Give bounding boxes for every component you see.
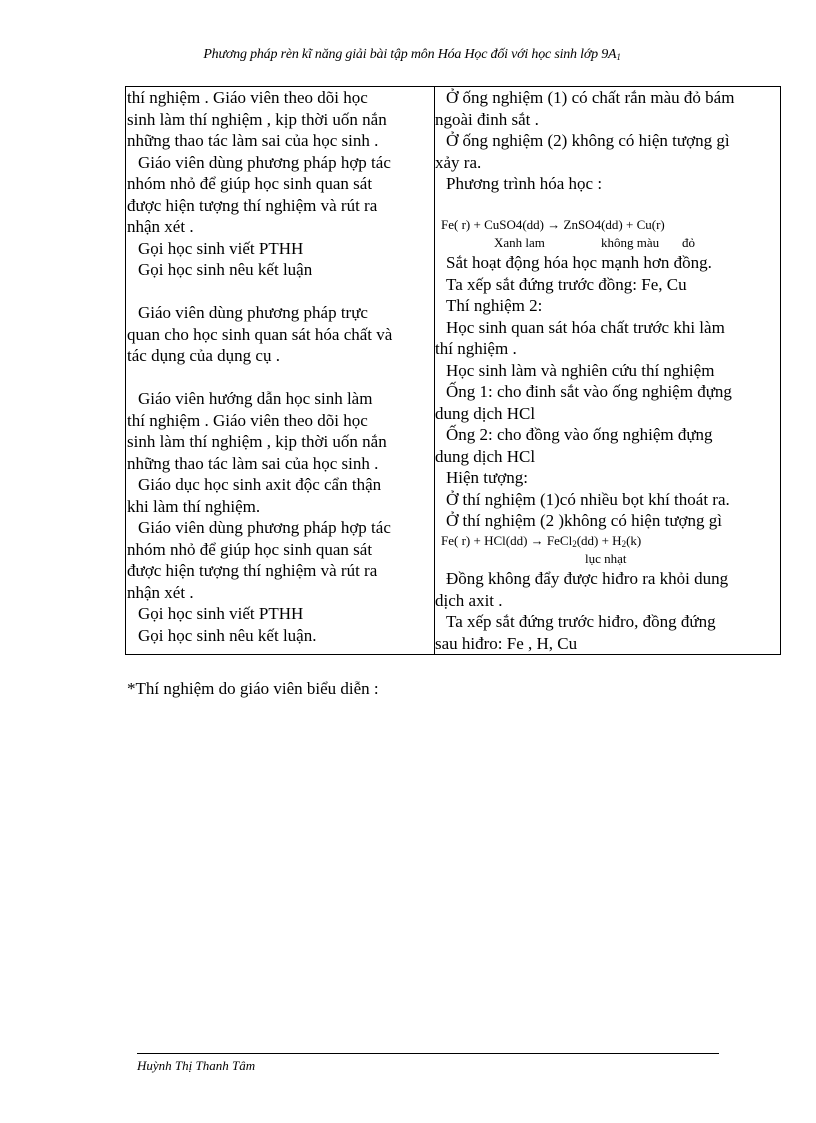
header-subscript: 1 [616,52,621,62]
chemical-equation-1: Fe( r) + CuSO4(dd) → ZnSO4(dd) + Cu(r) [441,216,665,232]
text-line: Gọi học sinh nêu kết luận. [138,625,317,645]
text-line: Thí nghiệm 2: [446,296,543,315]
eq-sub: 2 [621,538,627,549]
text-line: Gọi học sinh viết PTHH [138,604,304,623]
text-line: Ta xếp sắt đứng trước hiđro, đồng đứng [446,612,716,631]
eq-part: (dd) + H [576,532,622,548]
text-line: thí nghiệm . Giáo viên theo dõi học [127,88,368,107]
text-line: nhóm nhỏ để giúp học sinh quan sát [127,539,373,559]
text-line: những thao tác làm sai của học sinh . [127,131,379,150]
text-line: Ở ống nghiệm (2) không có hiện tượng gì [446,131,730,150]
footer-rule [137,1053,719,1054]
text-line: nhóm nhỏ để giúp học sinh quan sát [127,174,373,193]
text-line: Ở ống nghiệm (1) có chất rắn màu đỏ bám [446,88,735,107]
text-line: được hiện tượng thí nghiệm và rút ra [127,195,378,215]
chemical-equation-2 [435,532,779,550]
lesson-table [125,86,781,655]
text-line: Ta xếp sắt đứng trước đồng: Fe, Cu [446,274,687,294]
text-line: Giáo viên hướng dẫn học sinh làm [138,389,373,408]
text-line: Ở thí nghiệm (1)có nhiều bọt khí thoát ra. [446,489,730,509]
text-line: Học sinh làm và nghiên cứu thí nghiệm [446,360,715,380]
text-line: thí nghiệm . [435,339,517,358]
text-line: Đồng không đẩy được hiđro ra khỏi dung [446,569,729,588]
text-line: nhận xét . [127,217,194,236]
equation-label: không màu [601,235,660,250]
equation-label: Xanh lam [494,235,545,250]
text-line: dịch axit . [435,590,503,610]
eq-sub: 2 [572,538,577,549]
text-line: Ở thí nghiệm (2 )không có hiện tượng gì [446,511,723,530]
equation-2-labels [435,549,779,568]
equation-1-labels [435,233,779,252]
text-line: được hiện tượng thí nghiệm và rút ra [127,561,378,580]
footer-author: Huỳnh Thị Thanh Tâm [137,1058,256,1073]
text-line: sau hiđro: Fe , H, Cu [435,633,578,653]
eq-part: Fe( r) + HCl(dd) → FeCl [441,532,573,548]
text-line: quan cho học sinh quan sát hóa chất và [127,324,393,344]
text-line: thí nghiệm . Giáo viên theo dõi học [127,410,368,430]
text-line: dung dịch HCl [435,446,536,466]
text-line: Giáo viên dùng phương pháp trực [138,303,368,322]
text-line: khi làm thí nghiệm. [127,496,261,516]
text-line: Gọi học sinh viết PTHH [138,238,304,258]
header-title: Phương pháp rèn kĩ năng giải bài tập môn Hóa Học đối với học sinh lớp 9A [203,47,617,62]
text-line: Giáo viên dùng phương pháp hợp tác [138,518,391,537]
teacher-activities-column [127,87,432,646]
text-line: dung dịch HCl [435,403,536,423]
text-line: Ống 2: cho đồng vào ống nghiệm đựng [446,425,713,444]
section-note: *Thí nghiệm do giáo viên biểu diễn : [127,679,379,698]
text-line: xảy ra. [435,152,482,172]
text-line: ngoài đinh sắt . [435,109,539,129]
text-line: nhận xét . [127,582,194,602]
text-line: Phương trình hóa học : [446,174,603,193]
text-line: những thao tác làm sai của học sinh . [127,453,379,473]
equation-label: đỏ [682,235,695,250]
text-line: Học sinh quan sát hóa chất trước khi làm [446,317,725,337]
text-line: Giáo dục học sinh axit độc cẩn thận [138,475,382,494]
student-activities-column [435,87,779,654]
text-line: Hiện tượng: [446,468,528,487]
text-line: sinh làm thí nghiệm , kịp thời uốn nắn [127,109,387,129]
text-line: tác dụng của dụng cụ . [127,346,280,365]
text-line: Ống 1: cho đinh sắt vào ống nghiệm đựng [446,382,732,401]
eq-part: (k) [626,532,642,548]
text-line: Gọi học sinh nêu kết luận [138,260,313,279]
page-header [0,47,816,63]
text-line: Sắt hoạt động hóa học mạnh hơn đồng. [446,253,712,272]
text-line: Giáo viên dùng phương pháp hợp tác [138,152,391,172]
equation-label: lục nhạt [585,551,627,566]
text-line: sinh làm thí nghiệm , kịp thời uốn nắn [127,432,387,451]
